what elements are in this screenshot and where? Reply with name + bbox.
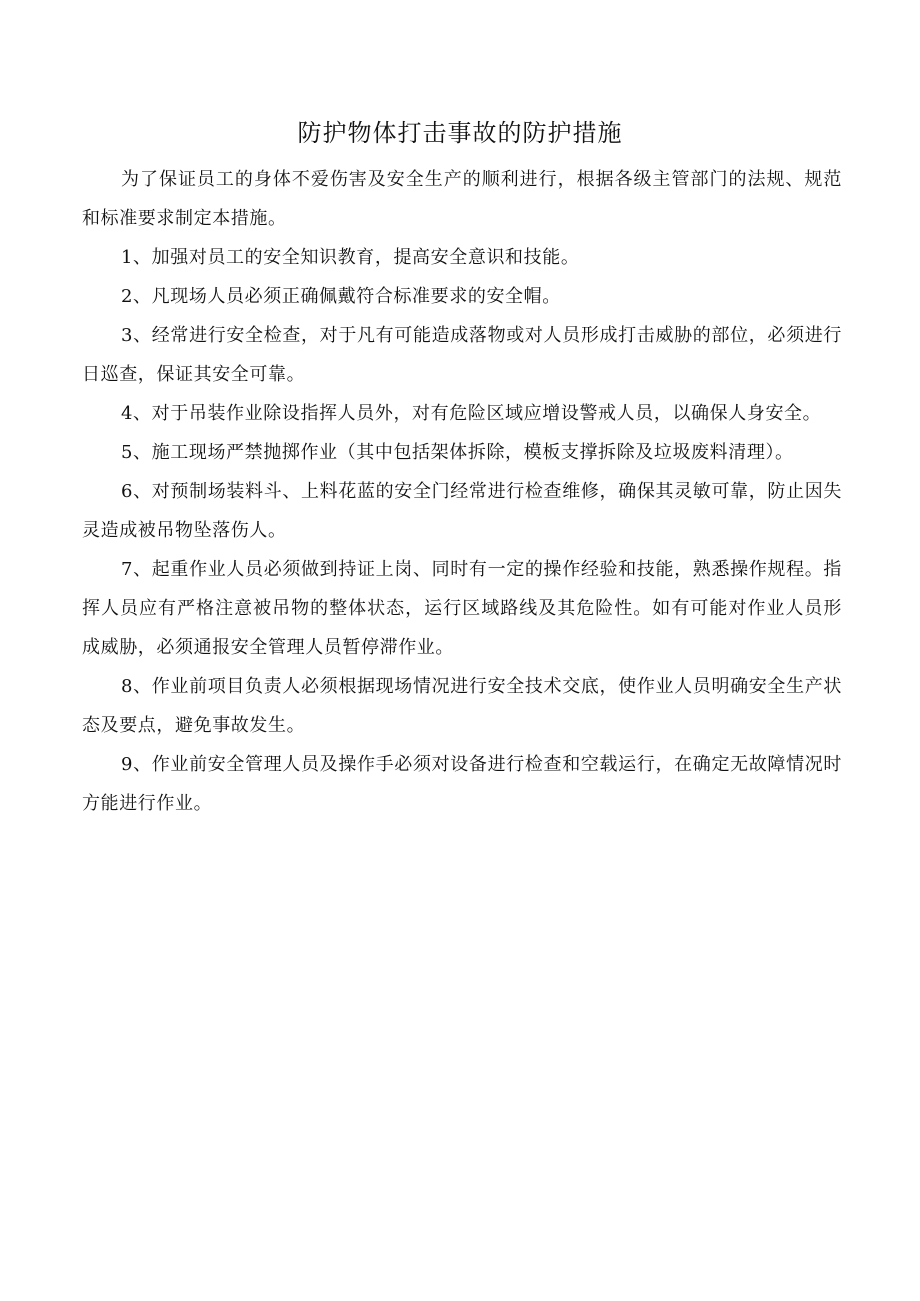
measure-3-paragraph: 3、经常进行安全检查，对于凡有可能造成落物或对人员形成打击威胁的部位，必须进行日巡查，保证其安全可靠。: [82, 325, 842, 385]
measure-5-paragraph: 5、施工现场严禁抛掷作业（其中包括架体拆除，模板支撑拆除及垃圾废料清理）。: [121, 442, 794, 463]
intro-paragraph: 为了保证员工的身体不爱伤害及安全生产的顺利进行，根据各级主管部门的法规、规范和标准要求制定本措施。: [82, 169, 842, 229]
measure-8-paragraph: 8、作业前项目负责人必须根据现场情况进行安全技术交底，使作业人员明确安全生产状态及要点，避免事故发生。: [82, 676, 842, 736]
measure-6-paragraph: 6、对预制场装料斗、上料花蓝的安全门经常进行检查维修，确保其灵敏可靠，防止因失灵造成被吊物坠落伤人。: [82, 481, 842, 541]
measure-7-paragraph: 7、起重作业人员必须做到持证上岗、同时有一定的操作经验和技能，熟悉操作规程。指挥人员应有严格注意被吊物的整体状态，运行区域路线及其危险性。如有可能对作业人员形成威胁，必须通报安全管理人员暂停滞作业。: [82, 559, 842, 658]
measure-2-paragraph: 2、凡现场人员必须正确佩戴符合标准要求的安全帽。: [121, 286, 561, 307]
document-body: [82, 160, 842, 823]
measure-1-paragraph: 1、加强对员工的安全知识教育，提高安全意识和技能。: [121, 247, 580, 268]
measure-9-paragraph: 9、作业前安全管理人员及操作手必须对设备进行检查和空载运行，在确定无故障情况时方能进行作业。: [82, 754, 842, 814]
document-title: 防护物体打击事故的防护措施: [297, 119, 623, 147]
measure-4-paragraph: 4、对于吊装作业除设指挥人员外，对有危险区域应增设警戒人员，以确保人身安全。: [121, 403, 822, 424]
